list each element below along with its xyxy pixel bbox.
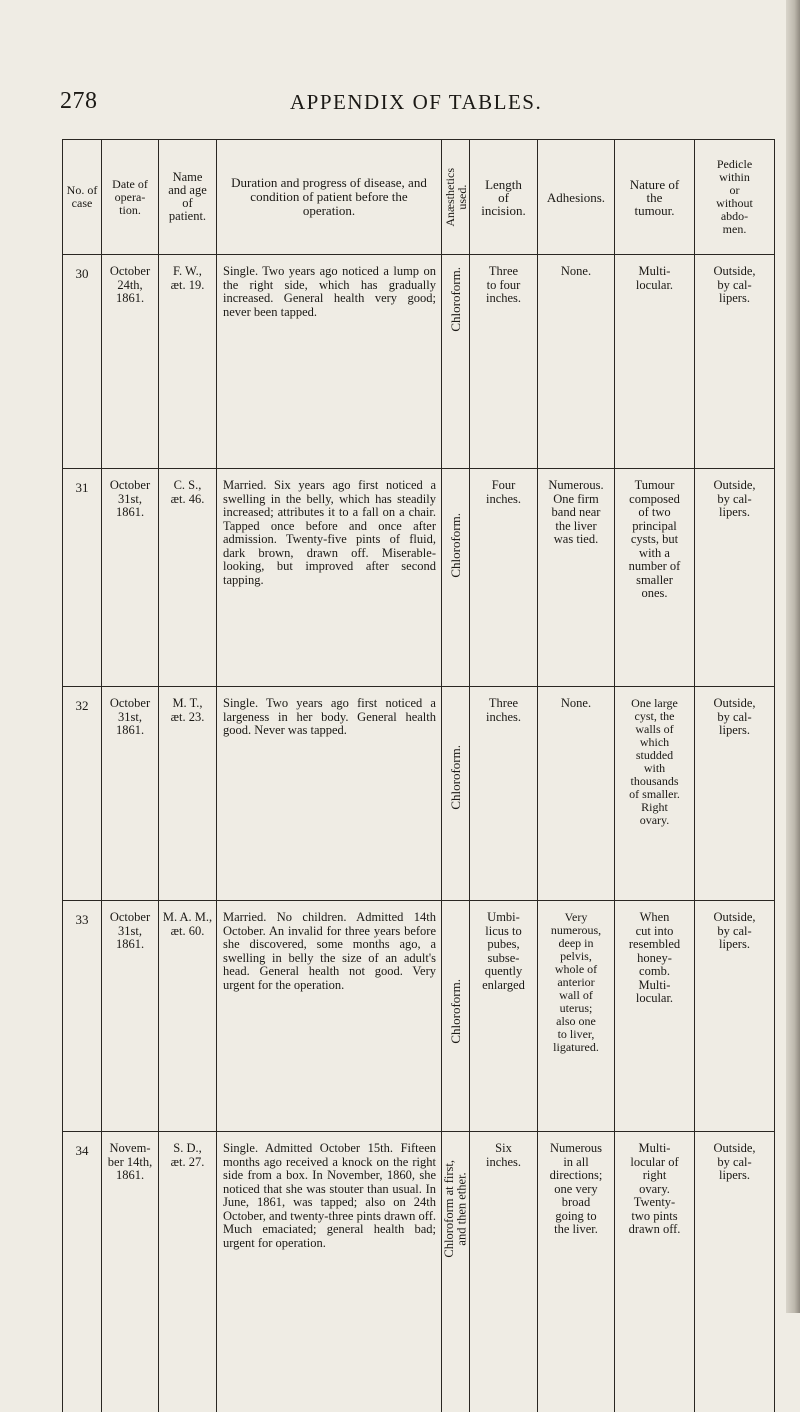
history-cell [217, 469, 442, 687]
case-number-cell [63, 901, 102, 1132]
adhesions-cell [538, 1132, 615, 1412]
history-cell [217, 255, 442, 469]
disease-history: Single. Admitted October 15th. Fifteen months ago received a knock on the right side from a box. In November, 1860, she noticed that she was stouter than usual. In June, 1861, was tapped; also on 24th October, and twenty-three pints drawn off. Much emaciated; general health bad; urgent for operation. [223, 1141, 436, 1250]
table-row [63, 469, 775, 687]
tumour-nature: Multi- locular of right ovary. Twenty- two pints drawn off. [628, 1141, 681, 1236]
tumour-cell [615, 255, 695, 469]
case-number-cell [63, 687, 102, 901]
pedicle-cell [695, 469, 775, 687]
anaesthetic-cell [442, 469, 470, 687]
patient-cell [159, 469, 217, 687]
col-header-anaesthetics-text: Anæsthetics used. [443, 167, 469, 227]
running-head [60, 88, 760, 118]
patient-name-age: C. S., æt. 46. [170, 478, 205, 506]
col-header-pedicle: Pedicle within or without abdo- men. [695, 140, 775, 255]
pedicle-cell [695, 1132, 775, 1412]
history-cell [217, 901, 442, 1132]
tumour-nature: Tumour composed of two principal cysts, but with a number of smaller ones. [628, 478, 681, 600]
anaesthetic-cell [442, 687, 470, 901]
table-row [63, 1132, 775, 1412]
anaesthetic-used: Chloroform. [447, 745, 463, 810]
operation-date: October 31st, 1861. [109, 910, 151, 951]
anaesthetic-cell [442, 1132, 470, 1412]
operation-date: October 24th, 1861. [109, 264, 151, 305]
tumour-cell [615, 901, 695, 1132]
date-cell [102, 901, 159, 1132]
col-header-no: No. of case [63, 140, 102, 255]
tumour-nature: Multi- locular. [635, 264, 674, 292]
tumour-cell [615, 1132, 695, 1412]
case-number: 32 [75, 698, 89, 713]
date-cell [102, 1132, 159, 1412]
tumour-cell [615, 687, 695, 901]
incision-length: Umbi- licus to pubes, subse- quently enlarged [482, 910, 525, 992]
disease-history: Single. Two years ago noticed a lump on the right side, which has gradually increased. General health very good; never been tapped. [223, 264, 436, 319]
incision-length: Three inches. [485, 696, 522, 724]
incision-cell [470, 469, 538, 687]
case-number: 30 [75, 266, 89, 281]
history-cell [217, 687, 442, 901]
patient-cell [159, 687, 217, 901]
patient-name-age: M. A. M., æt. 60. [162, 910, 213, 938]
col-header-date: Date of opera- tion. [102, 140, 159, 255]
incision-cell [470, 901, 538, 1132]
page-title: APPENDIX OF TABLES. [290, 90, 543, 114]
operation-date: October 31st, 1861. [109, 478, 151, 519]
pedicle: Outside, by cal- lipers. [713, 478, 756, 519]
tumour-nature: One large cyst, the walls of which studded with thousands of smaller. Right ovary. [629, 696, 680, 827]
col-header-anaesthetics [442, 140, 470, 255]
patient-name-age: S. D., æt. 27. [170, 1141, 205, 1169]
pedicle-cell [695, 255, 775, 469]
adhesions: None. [560, 696, 592, 710]
appendix-table [62, 139, 775, 1412]
pedicle-cell [695, 901, 775, 1132]
patient-name-age: M. T., æt. 23. [170, 696, 205, 724]
header-row [63, 140, 775, 255]
adhesions: Very numerous, deep in pelvis, whole of anterior wall of uterus; also one to liver, ligatured. [550, 910, 602, 1054]
case-number-cell [63, 1132, 102, 1412]
patient-cell [159, 901, 217, 1132]
patient-cell [159, 255, 217, 469]
anaesthetic-used: Chloroform. [447, 979, 463, 1044]
incision-length: Four inches. [485, 478, 522, 506]
anaesthetic-used: Chloroform. [447, 513, 463, 578]
anaesthetic-used: Chloroform. [447, 267, 463, 332]
adhesions-cell [538, 901, 615, 1132]
table-row [63, 687, 775, 901]
case-number-cell [63, 255, 102, 469]
case-number: 31 [75, 480, 89, 495]
adhesions: None. [560, 264, 592, 278]
history-cell [217, 1132, 442, 1412]
disease-history: Single. Two years ago first noticed a largeness in her body. General health good. Never was tapped. [223, 696, 436, 737]
operation-date: Novem- ber 14th, 1861. [107, 1141, 153, 1182]
tumour-cell [615, 469, 695, 687]
case-number: 34 [75, 1143, 89, 1158]
tumour-nature: When cut into resembled honey- comb. Multi- locular. [628, 910, 681, 1005]
col-header-history: Duration and progress of disease, and condition of patient before the operation. [217, 140, 442, 255]
pedicle: Outside, by cal- lipers. [713, 1141, 756, 1182]
table-row [63, 255, 775, 469]
anaesthetic-cell [442, 255, 470, 469]
case-number-cell [63, 469, 102, 687]
anaesthetic-cell [442, 901, 470, 1132]
incision-cell [470, 687, 538, 901]
page-number: 278 [60, 88, 98, 114]
operation-date: October 31st, 1861. [109, 696, 151, 737]
case-number: 33 [75, 912, 89, 927]
patient-name-age: F. W., æt. 19. [170, 264, 205, 292]
col-header-adhesions: Adhesions. [538, 140, 615, 255]
col-header-tumour: Nature of the tumour. [615, 140, 695, 255]
col-header-incision: Length of incision. [470, 140, 538, 255]
adhesions-cell [538, 687, 615, 901]
pedicle: Outside, by cal- lipers. [713, 264, 756, 305]
adhesions: Numerous. One firm band near the liver was tied. [548, 478, 604, 546]
date-cell [102, 469, 159, 687]
pedicle-cell [695, 687, 775, 901]
date-cell [102, 687, 159, 901]
col-header-patient: Name and age of patient. [159, 140, 217, 255]
incision-cell [470, 1132, 538, 1412]
patient-cell [159, 1132, 217, 1412]
adhesions-cell [538, 255, 615, 469]
incision-cell [470, 255, 538, 469]
incision-length: Three to four inches. [485, 264, 522, 305]
pedicle: Outside, by cal- lipers. [713, 910, 756, 951]
disease-history: Married. Six years ago first noticed a swelling in the belly, which has steadily increased; attributes it to a fall on a chair. Tapped once before and once after admission. Twenty-five pints of fluid, dark brown, drawn off. Miserable-looking, but improved after second tapping. [223, 478, 436, 587]
adhesions-cell [538, 469, 615, 687]
adhesions: Numerous in all directions; one very broad going to the liver. [549, 1141, 603, 1236]
date-cell [102, 255, 159, 469]
disease-history: Married. No children. Admitted 14th October. An invalid for three years before she discovered, some months ago, a swelling in belly the size of an adult's head. General health not good. Very urgent for the operation. [223, 910, 436, 992]
incision-length: Six inches. [485, 1141, 522, 1169]
page-edge [786, 0, 800, 1313]
anaesthetic-used: Chloroform at first, and then ether. [442, 1160, 469, 1258]
pedicle: Outside, by cal- lipers. [713, 696, 756, 737]
table-row [63, 901, 775, 1132]
